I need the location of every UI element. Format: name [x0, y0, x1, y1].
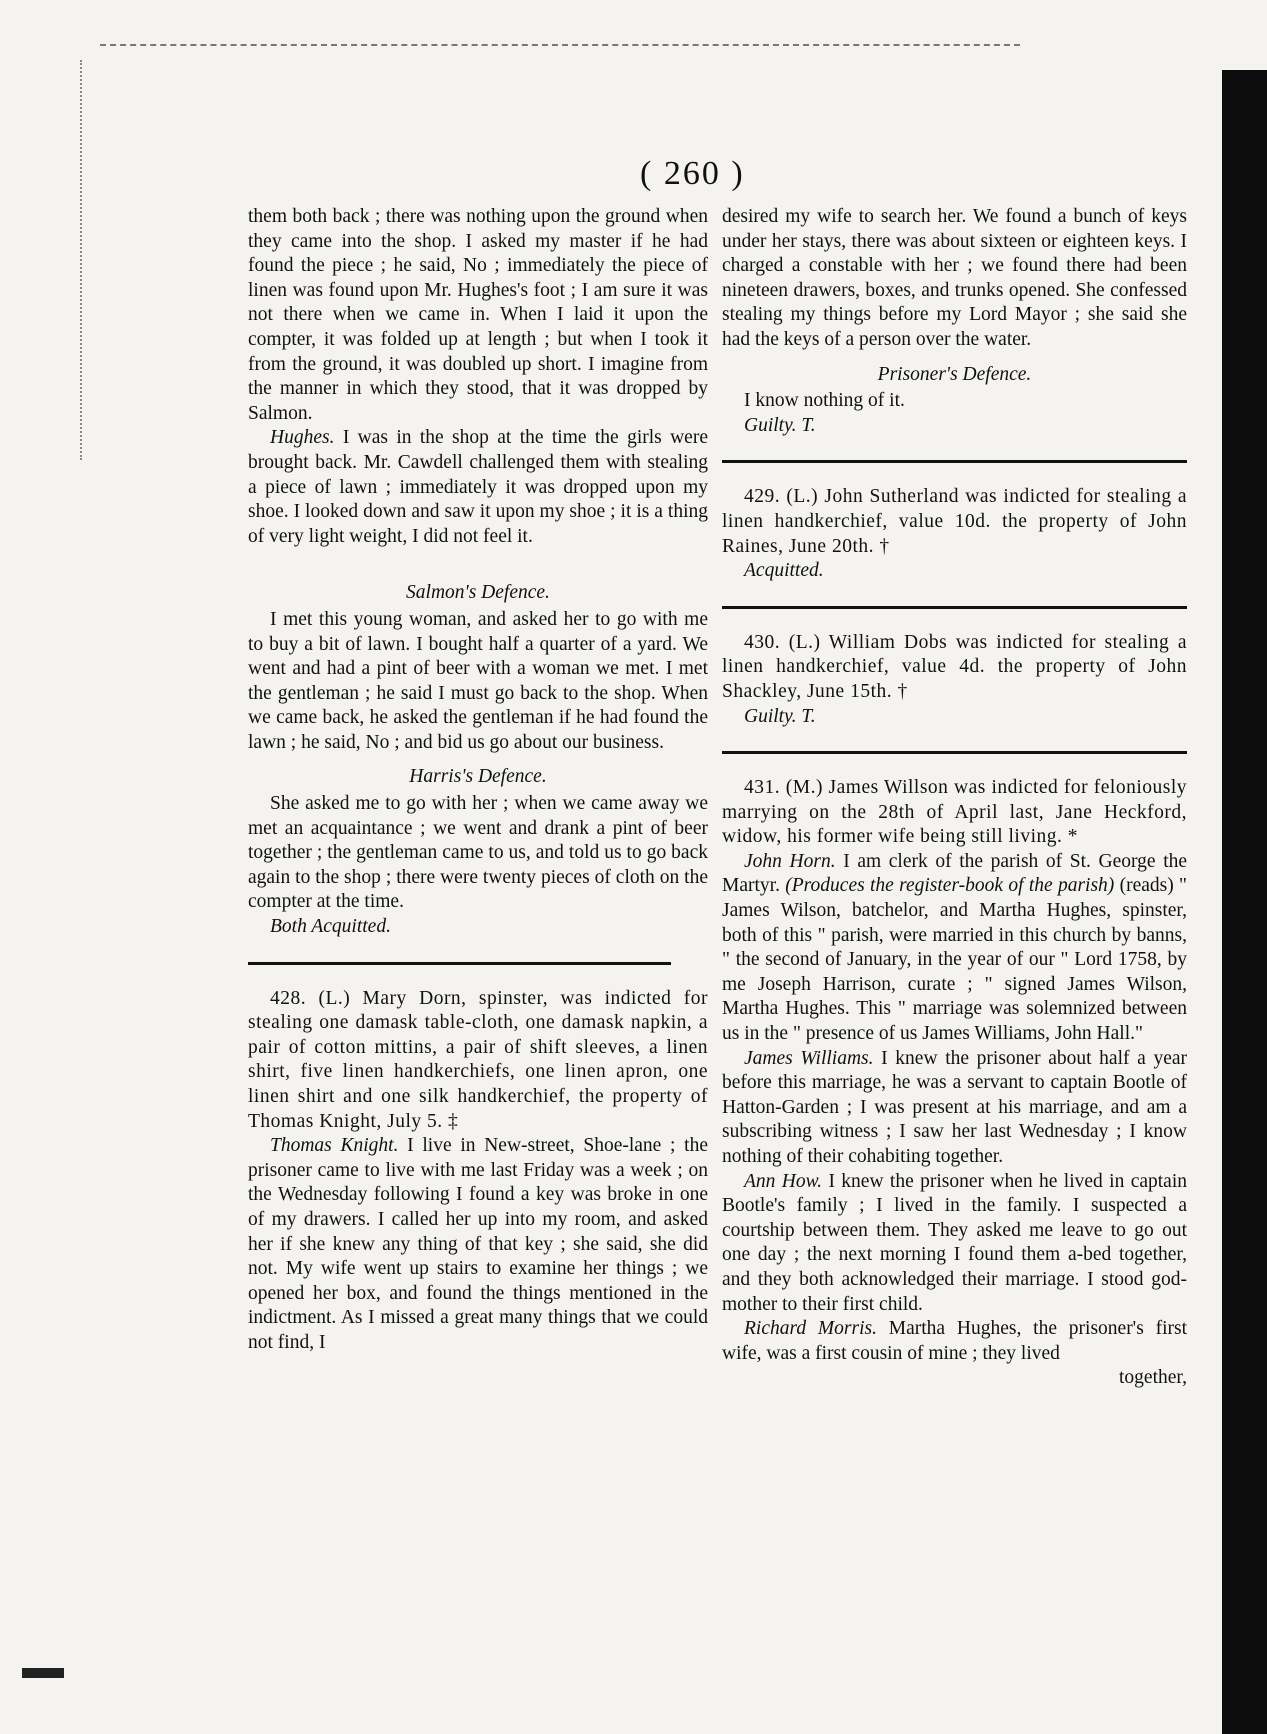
- section-divider: [722, 751, 1187, 754]
- paragraph: I met this young woman, and asked her to go with me to buy a bit of lawn. I bought half a quarter of a yard. We went and had a pint of beer with a woman we met. I met the gentleman ; he said I must go back to the shop. When we came back, he asked the gentleman if he had found the lawn ; he said, No ; and bid us go about our business.: [248, 608, 708, 753]
- register-reading: (reads) " James Wilson, batchelor, and Martha Hughes, spinster, both of this " parish, were married in this church by banns, " the second of January, in the year of our " Lord 1758, by me Joseph Harrison, curate ; " signed James Wilson, Martha Hughes. This " marriage was solemnized between us in the " presence of us James Williams, John Hall.": [722, 875, 1188, 1045]
- left-column: [248, 205, 708, 1356]
- top-scan-edge: [100, 44, 1020, 46]
- speaker-name: Ann How.: [744, 1170, 823, 1192]
- stage-direction: (Produces the register-book of the parish): [785, 875, 1115, 897]
- testimony-knight: [248, 1134, 708, 1355]
- testimony-williams: [722, 1047, 1187, 1170]
- testimony-text: I knew the prisoner when he lived in captain Bootle's family ; I lived in the family. I suspected a courtship between them. They asked me leave to go out one day ; the next morning I found them a-bed together, and they both acknowledged their marriage. I stood god-mother to their first child.: [722, 1170, 1187, 1315]
- speaker-name: John Horn.: [744, 850, 836, 872]
- verdict: Guilty. T.: [744, 705, 816, 727]
- testimony-text: I knew the prisoner about half a year before this marriage, he was a servant to captain Bootle of Hatton-Garden ; I was present at his marriage, and am a subscribing witness ; I saw her last Wednesday ; I know nothing of their cohabiting together.: [722, 1047, 1187, 1167]
- left-margin-marks: [80, 60, 102, 460]
- testimony-hughes: [248, 426, 708, 549]
- case-431: 431. (M.) James Willson was indicted for feloniously marrying on the 28th of April last, Jane Heckford, widow, his former wife being still living. *: [722, 777, 1187, 848]
- speaker-name: Richard Morris.: [744, 1318, 877, 1340]
- catchword: together,: [1119, 1367, 1187, 1389]
- statement: I know nothing of it.: [744, 390, 905, 412]
- verdict: Guilty. T.: [744, 414, 816, 436]
- section-heading: Harris's Defence.: [409, 766, 547, 788]
- speaker-name: James Williams.: [744, 1047, 874, 1069]
- paragraph: desired my wife to search her. We found a bunch of keys under her stays, there was about sixteen or eighteen keys. I charged a constable with her ; we found there had been nineteen drawers, boxes, and trunks opened. She confessed stealing my things before my Lord Mayor ; she said she had the keys of a person over the water.: [722, 206, 1187, 350]
- testimony-how: [722, 1170, 1187, 1318]
- paragraph: She asked me to go with her ; when we came away we met an acquaintance ; we went and drank a pint of beer together ; the gentleman came to us, and told us to go back again to the shop ; there were twenty pieces of cloth on the compter at the time.: [248, 793, 708, 913]
- right-column: [722, 205, 1187, 1391]
- testimony-text: I am clerk of the parish of St. George the Martyr.: [722, 850, 1188, 897]
- section-divider: [722, 460, 1187, 463]
- paragraph: them both back ; there was nothing upon the ground when they came into the shop. I asked my master if he had found the piece ; he said, No ; immediately the piece of linen was found upon Mr. Hughes's foot ; I am sure it was not there when we came in. When I laid it upon the compter, it was folded up at length ; but when I took it from the ground, it was doubled up short. I imagine from the manner in which they stood, that it was dropped by Salmon.: [248, 206, 708, 424]
- testimony-text: I was in the shop at the time the girls were brought back. Mr. Cawdell challenged them with stealing a piece of lawn ; immediately it was dropped upon my shoe. I looked down and saw it upon my shoe ; it is a thing of very light weight, I did not feel it.: [248, 427, 708, 547]
- speaker-name: Thomas Knight.: [270, 1135, 399, 1157]
- section-divider: [248, 962, 671, 965]
- verdict: Acquitted.: [744, 560, 824, 582]
- case-430: 430. (L.) William Dobs was indicted for stealing a linen handkerchief, value 4d. the property of John Shackley, June 15th. †: [722, 631, 1187, 702]
- section-heading: Prisoner's Defence.: [877, 363, 1032, 385]
- case-428: 428. (L.) Mary Dorn, spinster, was indicted for stealing one damask table-cloth, one damask napkin, a pair of cotton mittins, a pair of shift sleeves, a linen shirt, five linen handkerchiefs, one linen apron, one linen shirt and one silk handkerchief, the property of Thomas Knight, July 5. ‡: [248, 987, 708, 1132]
- testimony-horn: [722, 850, 1187, 1047]
- scan-artifact: [22, 1668, 64, 1678]
- testimony-morris: [722, 1317, 1187, 1366]
- verdict: Both Acquitted.: [270, 916, 391, 938]
- testimony-text: I live in New-street, Shoe-lane ; the prisoner came to live with me last Friday was a week ; on the Wednesday following I found a key was broke in one of my drawers. I called her up into my room, and asked her if she knew any thing of that key ; she said, she did not. My wife went up stairs to examine her things ; we opened her box, and found the things mentioned in the indictment. As I missed a great many things that we could not find, I: [248, 1135, 709, 1353]
- case-429: 429. (L.) John Sutherland was indicted for stealing a linen handkerchief, value 10d. the property of John Raines, June 20th. †: [722, 486, 1187, 557]
- testimony-text: Martha Hughes, the prisoner's first wife, was a first cousin of mine ; they lived: [722, 1318, 1188, 1364]
- page-number: ( 260 ): [640, 155, 745, 192]
- section-divider: [722, 606, 1187, 609]
- section-heading: Salmon's Defence.: [406, 582, 550, 604]
- speaker-name: Hughes.: [270, 427, 335, 449]
- scan-edge-bar: [1222, 70, 1267, 1734]
